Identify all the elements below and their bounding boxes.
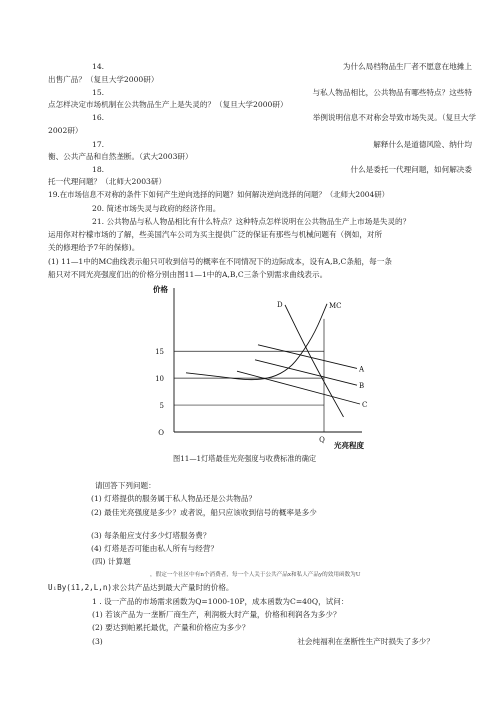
series-label-a: A <box>359 365 365 374</box>
q21-line2: 运用你对柠檬市场的了解，些美国汽车公司为买主提供广泛的保证有那些与机械问题有（例如，对所 <box>48 230 383 239</box>
subquestion-3: (3) 每条船应支付多少灯塔服务费？ <box>91 531 211 540</box>
series-c <box>237 371 360 404</box>
calc-1c-number: (3) <box>92 637 103 646</box>
subquestion-2: (2) 最佳光亮强度是多少？或者说，船只应该收到信号的概率是多少 <box>91 508 317 517</box>
series-mc <box>186 304 327 380</box>
subquestion-4: (4) 灯塔是否可能由私人所有与经营？ <box>91 544 219 553</box>
q20: 20. 简述市场失灵与政府的经济作用。 <box>92 204 221 213</box>
series-b <box>255 360 357 385</box>
calc-1: 1 . 设一产品的市场需求函数为Q=1000-10P，成本函数为C=40Q，试问： <box>92 597 349 606</box>
q14-cont: 出售广品？（复旦大学2000研） <box>48 75 159 84</box>
series-d <box>285 305 344 417</box>
prompt: 请回答下列问题： <box>95 481 156 490</box>
q17-number: 17. <box>92 140 105 149</box>
q18-text: 什么是委托一代理问题，如何解决委 <box>350 165 472 174</box>
calc-1a: (1) 若该产品为一垄断厂商生产，利润极大时产量，价格和利润各为多少？ <box>92 610 341 619</box>
x-tick-Q: Q <box>319 436 325 444</box>
series-label-mc: MC <box>329 301 342 310</box>
series-label-d: D <box>277 300 283 309</box>
formula-line: UᵢBy(i1,2,L,n)求公共产品达到最大产量时的价格。 <box>48 583 234 592</box>
q21-line1: 21. 公共物品与私人物品相比有什么特点？这种特点怎样说明在公共物品生产上市场是失灵的？ <box>92 217 411 226</box>
q16-number: 16. <box>92 113 105 122</box>
calc-1c-text: 社会纯福利在垄断性生产时损失了多少？ <box>297 637 434 646</box>
subquestion-1: (1) 灯塔提供的服务属于私人物品还是公共物品？ <box>91 494 257 503</box>
q19: 19.在市场信息不对称的条件下如何产生逆向选择的问题？如何解决逆向选择的问题？（北师大2004研） <box>48 190 389 199</box>
q16-cont: 2002研） <box>48 126 83 135</box>
section-heading: (四) 计算题 <box>92 557 131 566</box>
chart-caption: 图11—1灯塔最佳光亮强度与收费标准的确定 <box>173 454 317 463</box>
series-a <box>258 345 357 369</box>
q21-line3: 关的修理给予7年的保修)。 <box>48 243 140 252</box>
q18-cont: 托一代理问题？（北师大2003研） <box>48 177 167 186</box>
series-label-b: B <box>359 382 365 391</box>
q22-line2: 船只对不同光亮强度们出的价格分别由图11—1中的A,B,C三条个别需求曲线表示。 <box>48 270 328 279</box>
q15-text: 与私人物品相比，公共物品有哪些特点？这些特 <box>312 88 472 97</box>
q14-text: 为什么局档物品生厂者不愿意在地摊上 <box>342 62 472 71</box>
q16-text: 举例说明信息不对称会导致市场失灵。（复旦大学 <box>312 113 476 122</box>
q14-number: 14. <box>92 62 105 71</box>
y-axis-label: 价格 <box>153 285 168 294</box>
q15-number: 15. <box>92 88 105 97</box>
lighthouse-chart <box>140 280 370 460</box>
y-tick-O: O <box>158 429 164 437</box>
series-label-c: C <box>362 401 368 409</box>
y-tick-10: 10 <box>155 375 164 384</box>
calc-1b: (2) 要达到帕累托最优，产量和价格应为多少？ <box>92 623 250 632</box>
q18-number: 18. <box>92 165 105 174</box>
q17-cont: 衡、公共产品和自然垄断。（武大2003研） <box>48 152 193 161</box>
x-axis-label: 光亮程度 <box>334 441 364 450</box>
y-tick-5: 5 <box>159 402 164 411</box>
small-note: ，假定一个社区中有n个消费者，每一个人关于公共产品x和私人产品y的效用函数为U <box>150 572 361 578</box>
y-tick-15: 15 <box>155 348 164 357</box>
q17-text: 解释什么是道德风险、纳什均 <box>373 140 472 149</box>
q22-line1: (1) 11—1中的MC曲线表示船只可收到信号的概率在不同情况下的边际成本，设有A,B,C条船，每一条 <box>48 257 392 266</box>
q15-cont: 点怎样决定市场机制在公共物品生产上是失灵的？（复旦大学2000研） <box>48 100 288 109</box>
